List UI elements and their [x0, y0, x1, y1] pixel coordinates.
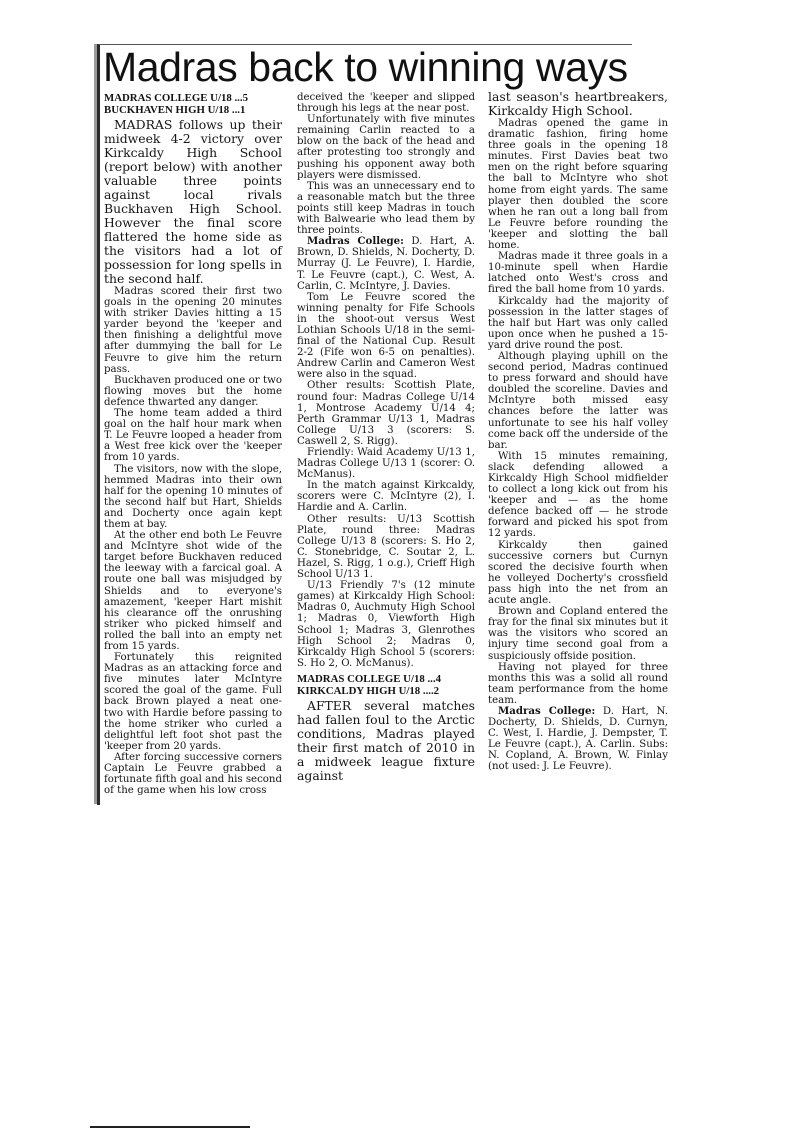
paragraph: Madras scored their first two goals in the opening 20 minutes with striker Davies hitting a 15 yarder beyond the 'keeper and then finishing a delightful move after dummying the ball for Le Feuvre to give him the return pass.: [104, 286, 282, 375]
paragraph: In the match against Kirkcaldy, scorers were C. McIntyre (2), I. Hardie and A. Carlin.: [297, 480, 475, 514]
paragraph: The home team added a third goal on the half hour mark when T. Le Feuvre looped a header from a West free kick over the 'keeper from 10 yards.: [104, 408, 282, 464]
paragraph: Having not played for three months this was a solid all round team performance from the home team.: [488, 661, 668, 706]
paragraph: Although playing uphill on the second period, Madras continued to press forward and should have doubled the scoreline. Davies and McIntyre both missed easy chances before the latter was unfortunate to see his half volley come back off the underside of the bar.: [488, 350, 668, 451]
score-away: BUCKHAVEN HIGH U/18 ...1: [104, 104, 246, 116]
score-away: KIRKCALDY HIGH U/18 ....2: [297, 684, 440, 697]
paragraph: With 15 minutes remaining, slack defending allowed a Kirkcaldy High School midfielder to collect a long kick out from his 'keeper and — as the home defence backed off — he strode forward and picked his spot from 12 yards.: [488, 450, 668, 540]
score-home: MADRAS COLLEGE U/18 ...4: [297, 672, 441, 685]
team-lineup: [297, 236, 475, 291]
page-edge-rule: [90, 1126, 250, 1128]
lead-paragraph: MADRAS follows up their midweek 4-2 victory over Kirkcaldy High School (report below) with another valuable three points against local rivals Buckhaven High School. However the final score flattered the home side as the visitors had a lot of possession for long spells in the second half.: [104, 117, 282, 286]
paragraph: Fortunately this reignited Madras as an attacking force and five minutes later McIntyre scored the goal of the game. Full back Brown played a neat one-two with Hardie before passing to the home striker who curled a delightful left foot shot past the 'keeper from 20 yards.: [104, 652, 282, 752]
paragraph: Brown and Copland entered the fray for the final six minutes but it was the visitors who scored an injury time second goal from a suspiciously offside position.: [488, 606, 668, 662]
paragraph: Unfortunately with five minutes remaining Carlin reacted to a blow on the back of the head and after protesting too strongly and pushing his opponent away both players were dismissed.: [297, 114, 475, 181]
paragraph: Other results: Scottish Plate, round four: Madras College U/14 1, Montrose Academy U/14 4; Perth Grammar U/13 1, Madras College U/13 3 (scorers: S. Caswell 2, S. Rigg).: [297, 380, 475, 447]
paragraph: Buckhaven produced one or two flowing moves but the home defence thwarted any danger.: [104, 374, 282, 408]
team-label: Madras College:: [307, 235, 404, 248]
paragraph: deceived the 'keeper and slipped through his legs at the near post.: [297, 92, 475, 115]
paragraph: Madras made it three goals in a 10-minute spell when Hardie latched onto West's cross and fired the ball home from 10 yards.: [488, 251, 668, 296]
paragraph: Kirkcaldy then gained successive corners but Curnyn scored the decisive fourth when he volleyed Docherty's crossfield pass high into the net from an acute angle.: [488, 539, 668, 607]
paragraph: Tom Le Feuvre scored the winning penalty for Fife Schools in the shoot-out versus West Lothian Schools U/18 in the semi-final of the National Cup. Result 2-2 (Fife won 6-5 on penalties). Andrew Carlin and Cameron West were also in the squad.: [297, 291, 475, 381]
column-1: [104, 92, 282, 796]
paragraph: Friendly: Waid Academy U/13 1, Madras College U/13 1 (scorer: O. McManus).: [297, 447, 475, 481]
lead-paragraph-continued: last season's heartbreakers, Kirkcaldy High School.: [488, 89, 668, 118]
score-home: MADRAS COLLEGE U/18 ...5: [104, 92, 248, 104]
column-2: [297, 92, 475, 783]
team-list: D. Hart, A. Brown, D. Shields, N. Docherty, D. Murray (J. Le Feuvre), I. Hardie, T. Le Feuvre (capt.), C. West, A. Carlin, C. McIntyre, J. Davies.: [297, 236, 476, 292]
paragraph: After forcing successive corners Captain Le Feuvre grabbed a fortunate fifth goal and his second of the game when his low cross: [104, 751, 282, 797]
headline: Madras back to winning ways: [103, 44, 628, 90]
paragraph: The visitors, now with the slope, hemmed Madras into their own half for the opening 10 minutes of the second half but Hart, Shields and Docherty once again kept them at bay.: [104, 463, 282, 530]
paragraph: U/13 Friendly 7's (12 minute games) at Kirkcaldy High School: Madras 0, Auchmuty High School 1; Madras 0, Viewforth High School 1; Madras 3, Glenrothes High School 2; Madras 0, Kirkcaldy High School 5 (scorers: S. Ho 2, O. McManus).: [297, 580, 475, 669]
lead-paragraph: AFTER several matches had fallen foul to the Arctic conditions, Madras played their first match of 2010 in a midweek league fixture against: [297, 697, 475, 783]
paragraph: Kirkcaldy had the majority of possession in the latter stages of the half but Hart was only called upon once when he pushed a 15-yard drive round the post.: [488, 295, 668, 351]
match-score-1: [104, 92, 282, 116]
team-label: Madras College:: [498, 704, 596, 717]
match-score-2: [297, 673, 475, 697]
paragraph: This was an unnecessary end to a reasonable match but the three points still keep Madras in touch with Balwearie who lead them by three points.: [297, 180, 475, 237]
paragraph: Madras opened the game in dramatic fashion, firing home three goals in the opening 18 minutes. First Davies beat two men on the right before squaring the ball to McIntyre who shot home from eight yards. The same player then doubled the score when he ran out a long ball from Le Feuvre before rounding the 'keeper and slotting the ball home.: [488, 118, 668, 252]
paragraph: At the other end both Le Feuvre and McIntyre shot wide of the target before Buckhaven reduced the leeway with a farcical goal. A route one ball was misjudged by Shields and to everyone's amazement, 'keeper Hart mishit his clearance off the onrushing striker who picked himself and rolled the ball into an empty net from 15 yards.: [104, 530, 282, 652]
team-lineup: [488, 706, 668, 773]
team-list: D. Hart, N. Docherty, D. Shields, D. Curnyn, C. West, I. Hardie, J. Dempster, T. Le Feuvre (capt.), A. Carlin. Subs: N. Copland, A. Brown, W. Finlay (not used: J. Le Feuvre).: [488, 705, 668, 773]
column-3: [488, 89, 668, 773]
paragraph: Other results: U/13 Scottish Plate, round three: Madras College U/13 8 (scorers: S. Ho 2, C. Stonebridge, C. Soutar 2, L. Hazel, S. Rigg, 1 o.g.), Crieff High School U/13 1.: [297, 513, 475, 581]
